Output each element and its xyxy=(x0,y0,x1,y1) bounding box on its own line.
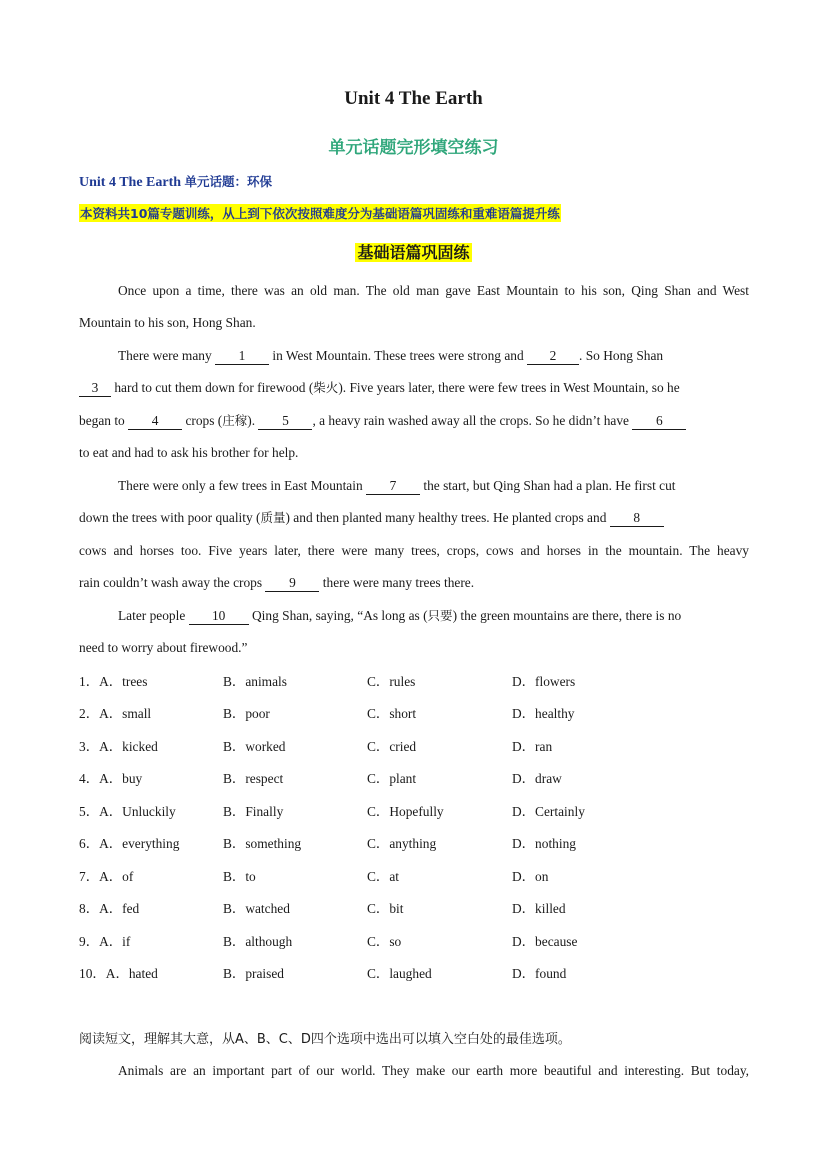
option-b[interactable]: B．to xyxy=(223,869,256,884)
text: ). Five years later, there were few trees in West Mountain, so he xyxy=(338,380,680,395)
option-b[interactable]: B．something xyxy=(223,836,302,851)
option-c[interactable]: C．bit xyxy=(367,901,404,916)
document-subtitle: 单元话题完形填空练习 xyxy=(328,138,499,158)
text: began to xyxy=(79,413,129,428)
text: the start, but Qing Shan had a plan. He first cut xyxy=(420,478,676,493)
text: in West Mountain. These trees were strong and xyxy=(269,348,528,363)
text: ). xyxy=(247,413,259,428)
blank-2[interactable]: 2 xyxy=(527,347,579,365)
option-d[interactable]: D．nothing xyxy=(512,836,576,851)
blank-7[interactable]: 7 xyxy=(366,477,420,495)
highlight-notice: 本资料共10篇专题训练，从上到下依次按照难度分为基础语篇巩固练和重难语篇提升练 xyxy=(80,206,560,221)
text: Later people xyxy=(118,608,189,623)
option-a[interactable]: 10．A．hated xyxy=(79,966,158,981)
option-a[interactable]: 2．A．small xyxy=(79,706,152,721)
blank-5[interactable]: 5 xyxy=(258,412,312,430)
option-d[interactable]: D．flowers xyxy=(512,674,576,689)
blank-8[interactable]: 8 xyxy=(610,509,664,527)
option-a[interactable]: 9．A．if xyxy=(79,934,131,949)
blank-4[interactable]: 4 xyxy=(128,412,182,430)
passage-line: Once upon a time, there was an old man. The old man gave East Mountain to his son, Qing Shan and West xyxy=(118,283,749,298)
option-row xyxy=(79,963,749,983)
option-a[interactable]: 3．A．kicked xyxy=(79,739,158,754)
option-b[interactable]: B．worked xyxy=(223,739,286,754)
passage-line: Animals are an important part of our world. They make our earth more beautiful and interesting. But today, xyxy=(118,1063,749,1078)
document-title: Unit 4 The Earth xyxy=(344,88,483,109)
option-row xyxy=(79,931,749,951)
option-c[interactable]: C．short xyxy=(367,706,417,721)
option-row xyxy=(79,768,749,788)
option-row xyxy=(79,703,749,723)
option-d[interactable]: D．draw xyxy=(512,771,562,786)
text: There were many xyxy=(118,348,216,363)
option-a[interactable]: 6．A．everything xyxy=(79,836,180,851)
text: Qing Shan, saying, “As long as ( xyxy=(248,608,428,623)
option-row xyxy=(79,833,749,853)
passage-line xyxy=(79,378,749,398)
text: hard to cut them down for firewood ( xyxy=(111,380,314,395)
option-c[interactable]: C．so xyxy=(367,934,402,949)
option-row xyxy=(79,801,749,821)
passage-line: need to worry about firewood.” xyxy=(79,640,248,655)
blank-9[interactable]: 9 xyxy=(265,574,319,592)
instructions: 阅读短文，理解其大意，从A、B、C、D四个选项中选出可以填入空白处的最佳选项。 xyxy=(79,1032,571,1047)
option-a[interactable]: 5．A．Unluckily xyxy=(79,804,176,819)
text: rain couldn’t wash away the crops xyxy=(79,575,266,590)
passage-line xyxy=(79,573,749,593)
option-b[interactable]: B．respect xyxy=(223,771,284,786)
text: down the trees with poor quality ( xyxy=(79,510,261,525)
option-c[interactable]: C．at xyxy=(367,869,399,884)
text-zh: 只要 xyxy=(427,608,453,623)
option-row xyxy=(79,866,749,886)
topic-zh: 单元话题：环保 xyxy=(184,174,273,189)
passage-line xyxy=(118,606,749,626)
option-c[interactable]: C．anything xyxy=(367,836,437,851)
option-a[interactable]: 4．A．buy xyxy=(79,771,143,786)
option-row xyxy=(79,736,749,756)
blank-6[interactable]: 6 xyxy=(632,412,686,430)
option-c[interactable]: C．laughed xyxy=(367,966,432,981)
blank-10[interactable]: 10 xyxy=(189,607,249,625)
text-zh: 柴火 xyxy=(313,380,339,395)
option-c[interactable]: C．Hopefully xyxy=(367,804,444,819)
option-d[interactable]: D．because xyxy=(512,934,578,949)
text: There were only a few trees in East Mountain xyxy=(118,478,367,493)
text: crops ( xyxy=(182,413,223,428)
text: ) and then planted many healthy trees. He planted crops and xyxy=(285,510,610,525)
text: ) the green mountains are there, there is no xyxy=(452,608,682,623)
passage-line xyxy=(79,508,749,528)
option-d[interactable]: D．on xyxy=(512,869,549,884)
passage-line xyxy=(118,346,749,366)
option-row xyxy=(79,898,749,918)
passage-line: to eat and had to ask his brother for help. xyxy=(79,445,299,460)
option-c[interactable]: C．plant xyxy=(367,771,417,786)
blank-1[interactable]: 1 xyxy=(215,347,269,365)
option-b[interactable]: B．although xyxy=(223,934,293,949)
option-a[interactable]: 8．A．fed xyxy=(79,901,140,916)
blank-3[interactable]: 3 xyxy=(79,379,111,397)
option-b[interactable]: B．watched xyxy=(223,901,290,916)
option-a[interactable]: 1．A．trees xyxy=(79,674,148,689)
passage-line xyxy=(118,476,749,496)
text: , a heavy rain washed away all the crops. So he didn’t have xyxy=(312,413,633,428)
text-zh: 庄稼 xyxy=(222,413,248,428)
passage-line xyxy=(79,411,749,431)
option-b[interactable]: B．Finally xyxy=(223,804,284,819)
option-d[interactable]: D．killed xyxy=(512,901,566,916)
unit-topic xyxy=(79,172,272,191)
text: . So Hong Shan xyxy=(579,348,664,363)
option-c[interactable]: C．rules xyxy=(367,674,416,689)
option-b[interactable]: B．praised xyxy=(223,966,284,981)
option-d[interactable]: D．Certainly xyxy=(512,804,585,819)
option-d[interactable]: D．found xyxy=(512,966,567,981)
passage-line: Mountain to his son, Hong Shan. xyxy=(79,315,256,330)
text-zh: 质量 xyxy=(260,510,286,525)
section-heading-text: 基础语篇巩固练 xyxy=(357,243,470,262)
option-c[interactable]: C．cried xyxy=(367,739,417,754)
option-d[interactable]: D．ran xyxy=(512,739,553,754)
option-b[interactable]: B．poor xyxy=(223,706,270,721)
option-a[interactable]: 7．A．of xyxy=(79,869,134,884)
option-row xyxy=(79,671,749,691)
option-b[interactable]: B．animals xyxy=(223,674,287,689)
topic-en: Unit 4 The Earth xyxy=(79,175,185,190)
text: there were many trees there. xyxy=(319,575,475,590)
section-heading xyxy=(0,240,827,263)
option-d[interactable]: D．healthy xyxy=(512,706,575,721)
passage-line: cows and horses too. Five years later, there were many trees, crops, cows and horses in the mountain. The heavy xyxy=(79,543,749,558)
